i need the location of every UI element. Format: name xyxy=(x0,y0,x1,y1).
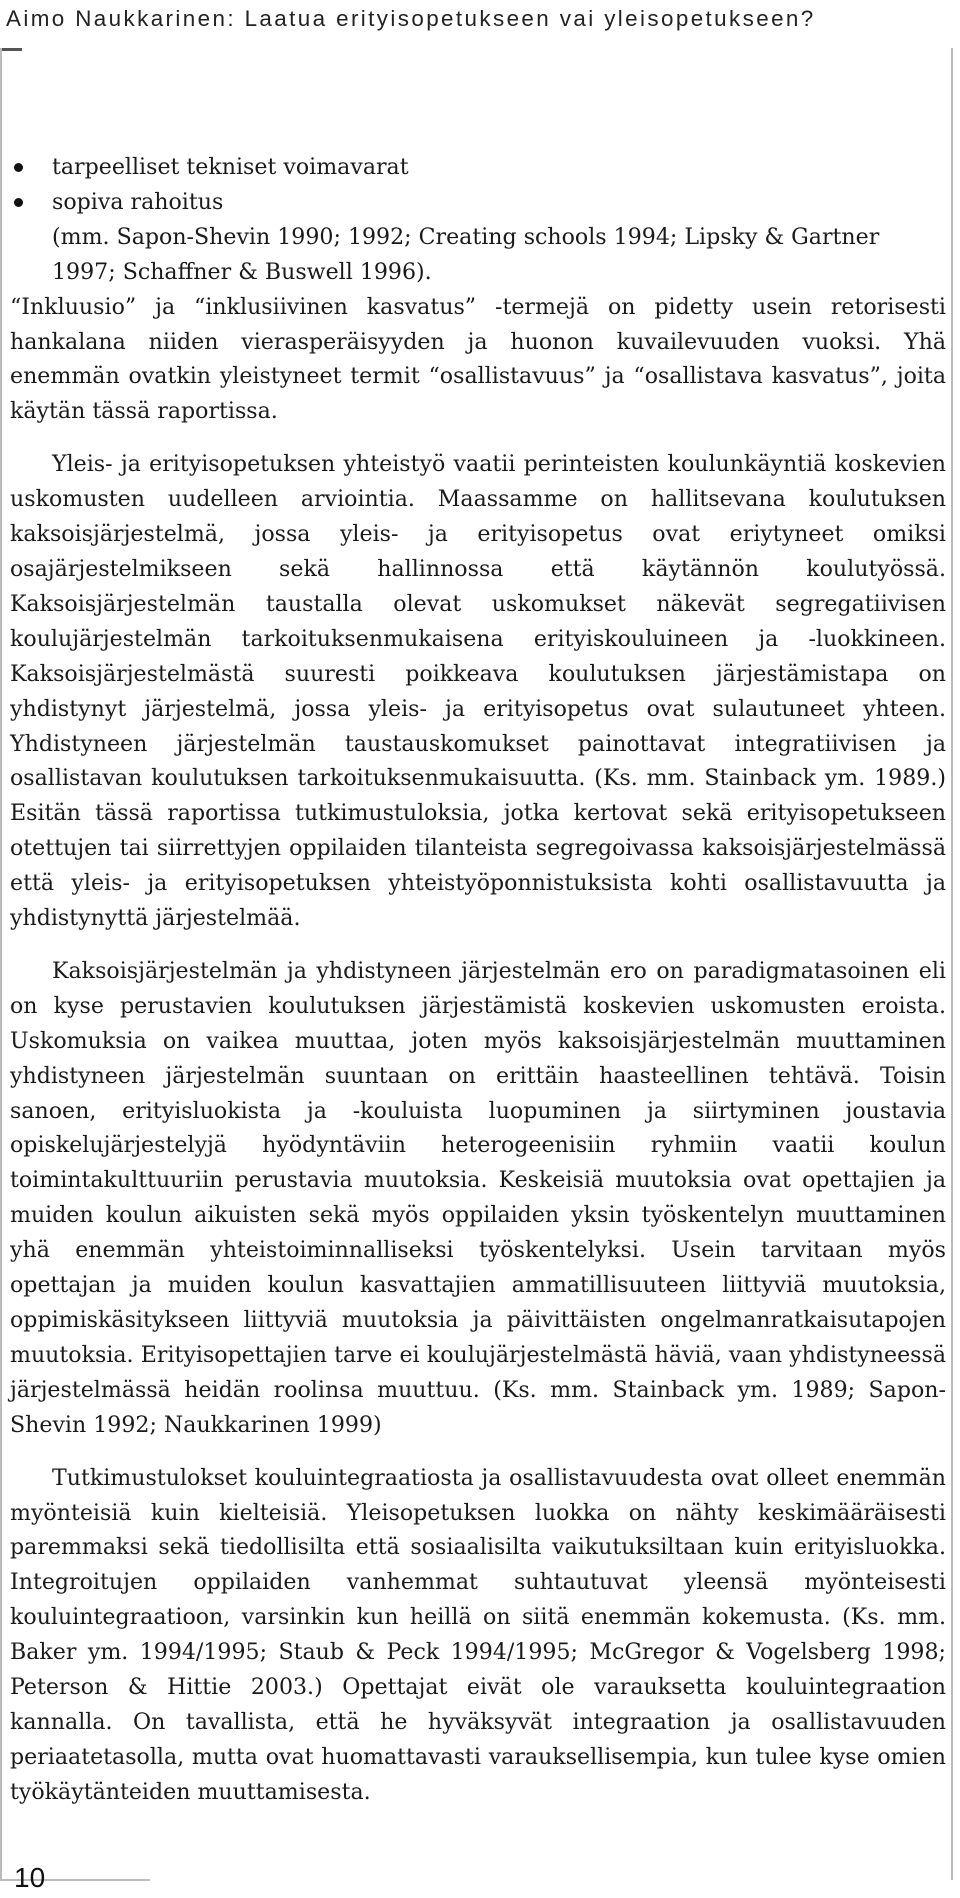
running-title: Aimo Naukkarinen: Laatua erityisopetukseen vai yleisopetukseen? xyxy=(6,6,816,31)
citation: (mm. Sapon-Shevin 1990; 1992; Creating schools 1994; Lipsky & Gartner 1997; Schaffner & Buswell 1996). xyxy=(52,223,880,285)
header-rule xyxy=(0,48,22,51)
page-number: 10 xyxy=(14,1862,46,1893)
page-body xyxy=(10,150,946,1810)
right-margin-rule xyxy=(951,48,953,1880)
left-margin-rule xyxy=(0,48,2,1880)
paragraph-cooperation: Yleis- ja erityisopetuksen yhteistyö vaatii perinteisten koulunkäyntiä koskevien uskomusten uudelleen arviointia. Maassamme on hallitsevana koulutuksen kaksoisjärjestelmä, jossa yleis- ja erityisopetus ovat eriytyneet omiksi osajärjestelmikseen sekä hallinnossa että käytännön koulutyössä. Kaksoisjärjestelmän taustalla olevat uskomukset näkevät segregatiivisen koulujärjestelmän tarkoituksenmukaisena erityiskouluineen ja -luokkineen. Kaksoisjärjestelmästä suuresti poikkeava koulutuksen järjestämistapa on yhdistynyt järjestelmä, jossa yleis- ja erityisopetus ovat sulautuneet yhteen. Yhdistyneen järjestelmän taustauskomukset painottavat integratiivisen ja osallistavan koulutuksen tarkoituksenmukaisuutta. (Ks. mm. Stainback ym. 1989.) Esitän tässä raportissa tutkimustuloksia, jotka kertovat sekä erityisopetukseen otettujen tai siirrettyjen oppilaiden tilanteista segregoivassa kaksoisjärjestelmässä että yleis- ja erityisopetuksen yhteistyöponnistuksista kohti osallistavuutta ja yhdistynyttä järjestelmää. xyxy=(10,451,946,932)
bullet-item: tarpeelliset tekniset voimavarat xyxy=(10,150,946,185)
paragraph-research-results: Tutkimustulokset kouluintegraatiosta ja osallistavuudesta ovat olleet enemmän myönteisiä kuin kielteisiä. Yleisopetuksen luokka on nähty keskimääräisesti paremmaksi sekä tiedollisilta että sosiaalisilta vaikutuksiltaan kuin erityisluokka. Integroitujen oppilaiden vanhemmat suhtautuvat yleensä myönteisesti kouluintegraatioon, varsinkin kun heillä on siitä enemmän kokemusta. (Ks. mm. Baker ym. 1994/1995; Staub & Peck 1994/1995; McGregor & Vogelsberg 1998; Peterson & Hittie 2003.) Opettajat eivät ole varauksetta kouluintegraation kannalla. On tavallista, että he hyväksyvät integraation ja osallistavuuden periaatetasolla, mutta ovat huomattavasti varauksellisempia, kun tulee kyse omien työkäytänteiden muuttamisesta. xyxy=(10,1464,946,1805)
paragraph-paradigm: Kaksoisjärjestelmän ja yhdistyneen järjestelmän ero on paradigmatasoinen eli on kyse perustavien koulutuksen järjestämistä koskevien uskomusten eroista. Uskomuksia on vaikea muuttaa, joten myös kaksoisjärjestelmän muuttaminen yhdistyneen järjestelmän suuntaan on erittäin haasteellinen tehtävä. Toisin sanoen, erityisluokista ja -kouluista luopuminen ja siirtyminen joustavia opiskelujärjestelyjä hyödyntäviin heterogeenisiin ryhmiin vaatii koulun toimintakulttuuriin perustavia muutoksia. Keskeisiä muutoksia ovat opettajien ja muiden koulun aikuisten sekä myös oppilaiden yksin työskentelyn muuttaminen yhä enemmän yhteistoiminnalliseksi työskentelyksi. Usein tarvitaan myös opettajan ja muiden koulun kasvattajien ammatillisuuteen liittyviä muutoksia, oppimiskäsitykseen liittyviä muutoksia ja päivittäisten ongelmanratkaisutapojen muutoksia. Erityisopettajien tarve ei koulujärjestelmästä häviä, vaan yhdistyneessä järjestelmässä heidän roolinsa muuttuu. (Ks. mm. Stainback ym. 1989; Sapon-Shevin 1992; Naukkarinen 1999) xyxy=(10,957,946,1438)
bullet-list xyxy=(10,150,946,220)
paragraph-terminology: “Inkluusio” ja “inklusiivinen kasvatus” -termejä on pidetty usein retorisesti hankalana niiden vierasperäisyyden ja huonon kuvailevuuden vuoksi. Yhä enemmän ovatkin yleistyneet termit “osallistavuus” ja “osallistava kasvatus”, joita käytän tässä raportissa. xyxy=(10,293,946,425)
bullet-item: sopiva rahoitus xyxy=(10,185,946,220)
